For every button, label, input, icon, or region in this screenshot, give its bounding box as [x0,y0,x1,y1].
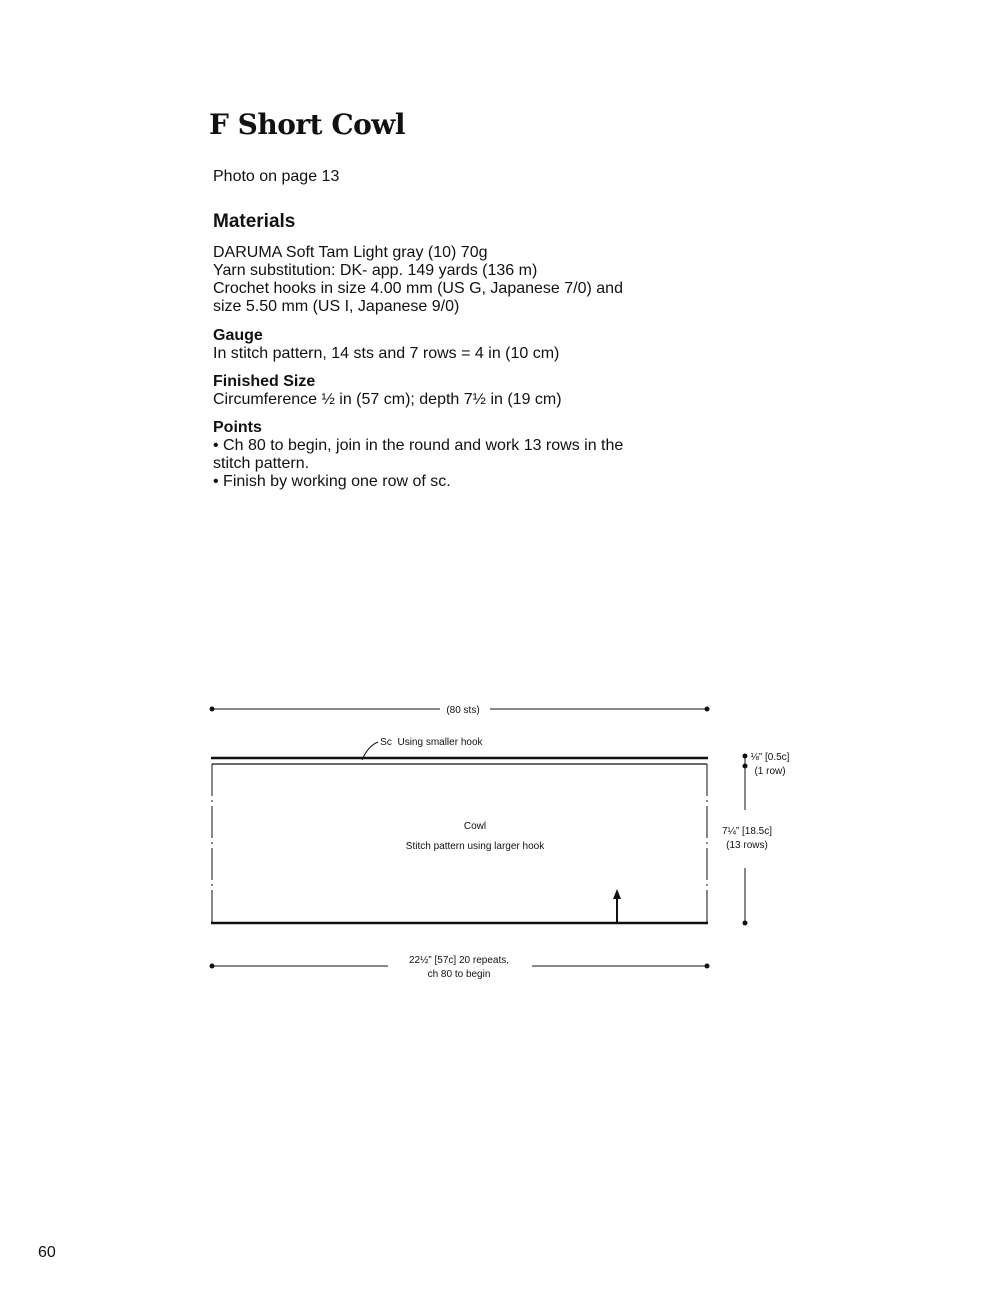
bottom-width-label: 22½” [57c] 20 repeats, [408,955,510,966]
edging-hook-label: Using smaller hook [397,737,483,748]
edging-height-label: ⅛” [0.5c] [750,752,790,763]
edging-callout [362,737,484,760]
points-heading: Points [213,419,262,436]
top-width-label: (80 sts) [446,705,480,716]
cowl-schematic-diagram [0,690,1000,1000]
points-line: • Ch 80 to begin, join in the round and work 13 rows in the [213,437,624,454]
points-line: • Finish by working one row of sc. [213,473,451,490]
finished-size-text: Circumference ½ in (57 cm); depth 7½ in (19 cm) [213,391,562,408]
edging-label: Sc [380,737,392,748]
body-height-label: 7¼” [18.5c] [721,826,773,837]
gauge-heading: Gauge [213,327,263,344]
materials-line: size 5.50 mm (US I, Japanese 9/0) [213,298,460,315]
materials-list [213,244,633,316]
top-width-dimension [210,705,710,716]
points-section [213,419,633,491]
bottom-width-note: ch 80 to begin [427,969,491,980]
body-height-dimension [722,766,772,926]
piece-name-label: Cowl [463,821,487,832]
finished-size-heading: Finished Size [213,373,316,390]
materials-heading: Materials [213,211,296,232]
page-title: F Short Cowl [209,108,406,141]
bottom-width-dimension [210,955,710,980]
page-number: 60 [38,1244,56,1261]
finished-size-section [213,373,633,409]
gauge-section [213,327,633,363]
piece-pattern-label: Stitch pattern using larger hook [405,841,545,852]
points-line: stitch pattern. [213,455,310,472]
gauge-text: In stitch pattern, 14 sts and 7 rows = 4 in (10 cm) [213,345,560,362]
materials-line: Yarn substitution: DK- app. 149 yards (136 m) [213,262,538,279]
materials-line: DARUMA Soft Tam Light gray (10) 70g [213,244,488,261]
materials-line: Crochet hooks in size 4.00 mm (US G, Japanese 7/0) and [213,280,623,297]
body-rows-label: (13 rows) [726,840,768,851]
edging-height-dimension [743,752,790,777]
work-direction-arrow-icon [613,889,621,923]
photo-reference: Photo on page 13 [213,168,340,185]
edging-rows-label: (1 row) [754,766,786,777]
